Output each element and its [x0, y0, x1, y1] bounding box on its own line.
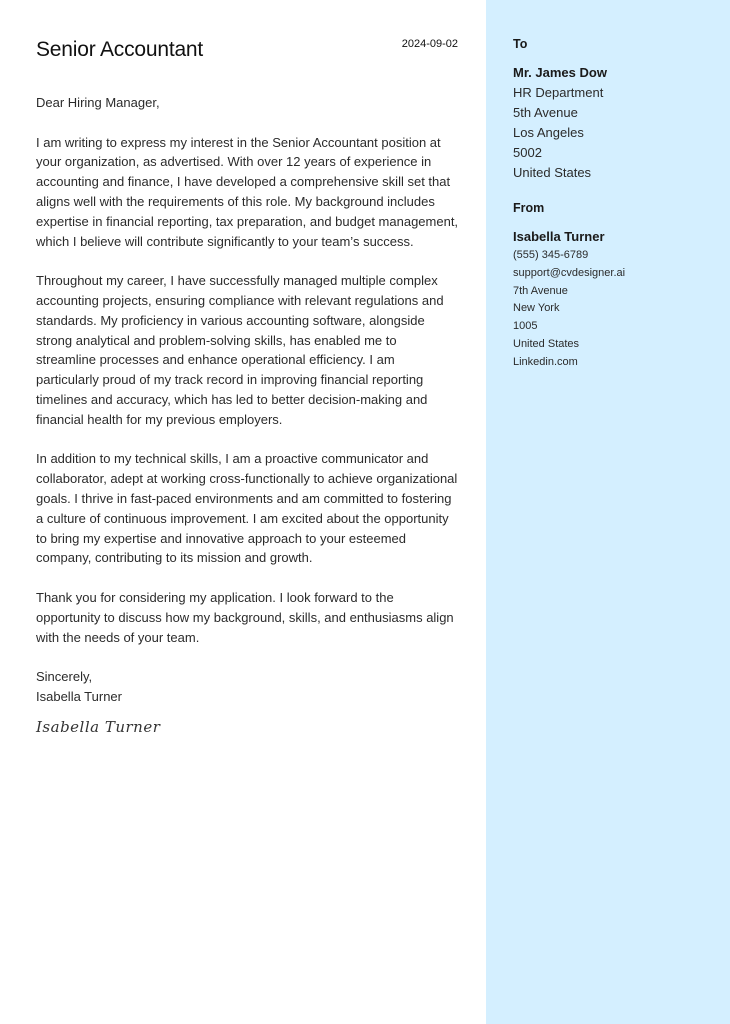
sender-country: United States — [513, 337, 580, 350]
recipient-name: Mr. James Dow — [513, 65, 607, 80]
sender-city: New York — [513, 302, 560, 315]
letter-paragraph-3: In addition to my technical skills, I am a proactive communicator and collaborator, adept at working cross-functionally to achieve organizational goals. I thrive in fast-paced environments and am committed to fostering a culture of continuous improvement. I am excited about the opportunity to bring my expertise and innovative approach to your esteemed company, contributing to its mission and growth. — [36, 451, 458, 566]
handwritten-signature: Isabella Turner — [36, 718, 161, 736]
letter-closing — [36, 667, 460, 707]
letter-date: 2024-09-02 — [401, 38, 458, 50]
sender-phone: (555) 345-6789 — [513, 249, 589, 261]
recipient-heading: To — [513, 37, 528, 51]
letter-greeting: Dear Hiring Manager, — [36, 95, 160, 110]
sender-name: Isabella Turner — [513, 229, 605, 244]
letter-body — [36, 93, 460, 707]
sender-block — [513, 201, 713, 372]
sender-heading: From — [513, 201, 545, 215]
closing-sender-name: Isabella Turner — [36, 688, 122, 704]
letter-paragraph-2: Throughout my career, I have successfully managed multiple complex accounting projects, ensuring compliance with relevant regulations and standards. My proficiency in various accounting software, alongside strong analytical and problem-solving skills, has enabled me to streamline processes and enhance operational efficiency. I am particularly proud of my track record in improving financial reporting timelines and accuracy, which has led to better decision-making and financial health for my previous employers. — [36, 273, 444, 427]
recipient-postal-code: 5002 — [513, 145, 542, 160]
letter-paragraph-4: Thank you for considering my application. I look forward to the opportunity to discuss how my background, skills, and enthusiasms align with the needs of your team. — [36, 589, 454, 645]
sender-postal-code: 1005 — [513, 320, 538, 333]
sender-linkedin: Linkedin.com — [513, 355, 578, 368]
sender-email: support@cvdesigner.ai — [513, 266, 626, 279]
recipient-block — [513, 37, 713, 183]
recipient-country: United States — [513, 165, 592, 180]
recipient-street: 5th Avenue — [513, 105, 578, 120]
page-title: Senior Accountant — [36, 38, 204, 61]
recipient-department: HR Department — [513, 85, 604, 100]
recipient-city: Los Angeles — [513, 125, 584, 140]
sender-street: 7th Avenue — [513, 284, 568, 297]
closing-phrase: Sincerely, — [36, 669, 93, 685]
letter-paragraph-1: I am writing to express my interest in the Senior Accountant position at your organization, as advertised. With over 12 years of experience in accounting and finance, I have developed a comprehensive skill set that aligns well with the requirements of this role. My background includes expertise in financial reporting, tax preparation, and budget management, which I believe will contribute significantly to your team’s success. — [36, 134, 459, 249]
